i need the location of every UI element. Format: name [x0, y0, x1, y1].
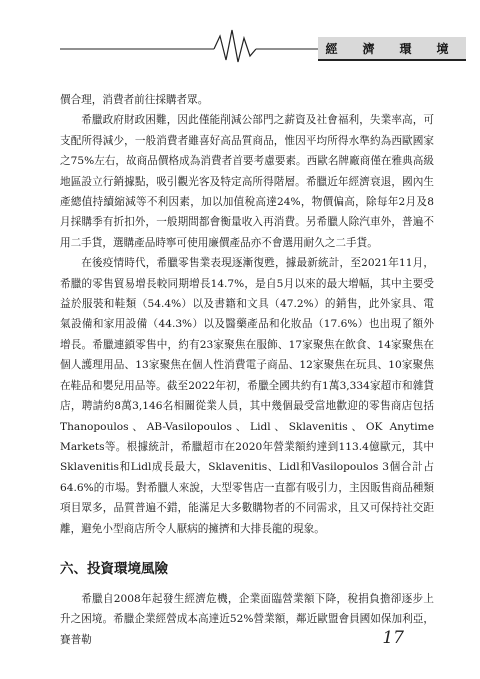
body-paragraph: 希臘政府財政困難，因此僅能削減公部門之薪資及社會福利，失業率高，可支配所得減少，一般消費者雖喜好高品質商品，惟因平均所得水準約為西歐國家之75%左右，故商品價格成為消費者首要考慮要素。西歐名牌廠商僅在雅典高級地區設立行銷據點，吸引觀光客及特定高所得階層。希臘近年經濟衰退，國內生產總值持續縮減等不利因素，加以加值稅高達24%，物價偏高，除每年2月及8月採購季有折扣外，一般期間都會衡量收入再消費。另希臘人除汽車外，普遍不用二手貨，選購產品時寧可使用廉價產品亦不會選用耐久之二手貨。	[60, 114, 434, 249]
section-heading: 六、投資環境風險	[60, 560, 168, 577]
header-title-char: 濟	[362, 41, 385, 56]
body-paragraph: 價合理，消費者前往採購者眾。	[60, 94, 209, 106]
body-paragraph: 希臘自2008年起發生經濟危機，企業面臨營業額下降，稅捐負擔卻逐步上升之困境。希臘企業經營成本高達近52%營業額，鄰近歐盟會員國如保加利亞，賽普勒	[60, 592, 434, 646]
page-body	[60, 90, 434, 650]
page-number: 17	[382, 628, 404, 648]
body-paragraph: 在後疫情時代，希臘零售業表現逐漸復甦，據最新統計，至2021年11月，希臘的零售貿易增長較同期增長14.7%，是自5月以來的最大增幅，其中主要受益於服裝和鞋類（54.4%）以及書籍和文具（47.2%）的銷售，此外家具、電氣設備和家用設備（44.3%）以及醫藥產品和化妝品（17.6%）也出現了額外增長。希臘連鎖零售中，約有23家聚焦在服飾、17家聚焦在飲食、14家聚焦在個人護理用品、13家聚焦在個人性消費電子商品、12家聚焦在玩具、10家聚焦在鞋品和嬰兒用品等。截至2022年初，希臘全國共約有1萬3,334家超市和雜貨店，聘請約8萬3,146名相關從業人員，其中幾個最受當地歡迎的零售商店包括Thanopoulos、AB-Vasilopoulos、Lidl、Sklavenitis、OK Anytime Markets等。根據統計，希臘超市在2020年營業額約達到113.4億歐元，其中Sklavenitis和Lidl成長最大，Sklavenitis、Lidl和Vasilopoulos 3個合計占64.6%的市場。對希臘人來說，大型零售店一直都有吸引力，主因販售商品種類項目眾多，品質普遍不錯，能滿足大多數購物者的不同需求，且又可保持社交距離，避免小型商店所令人厭病的擁擠和大排長龍的現象。	[60, 257, 434, 535]
header-title	[318, 38, 466, 58]
header-title-char: 環	[399, 41, 422, 56]
header-title-char: 經	[325, 41, 348, 56]
page-header	[0, 0, 480, 80]
header-title-char: 境	[436, 41, 459, 56]
